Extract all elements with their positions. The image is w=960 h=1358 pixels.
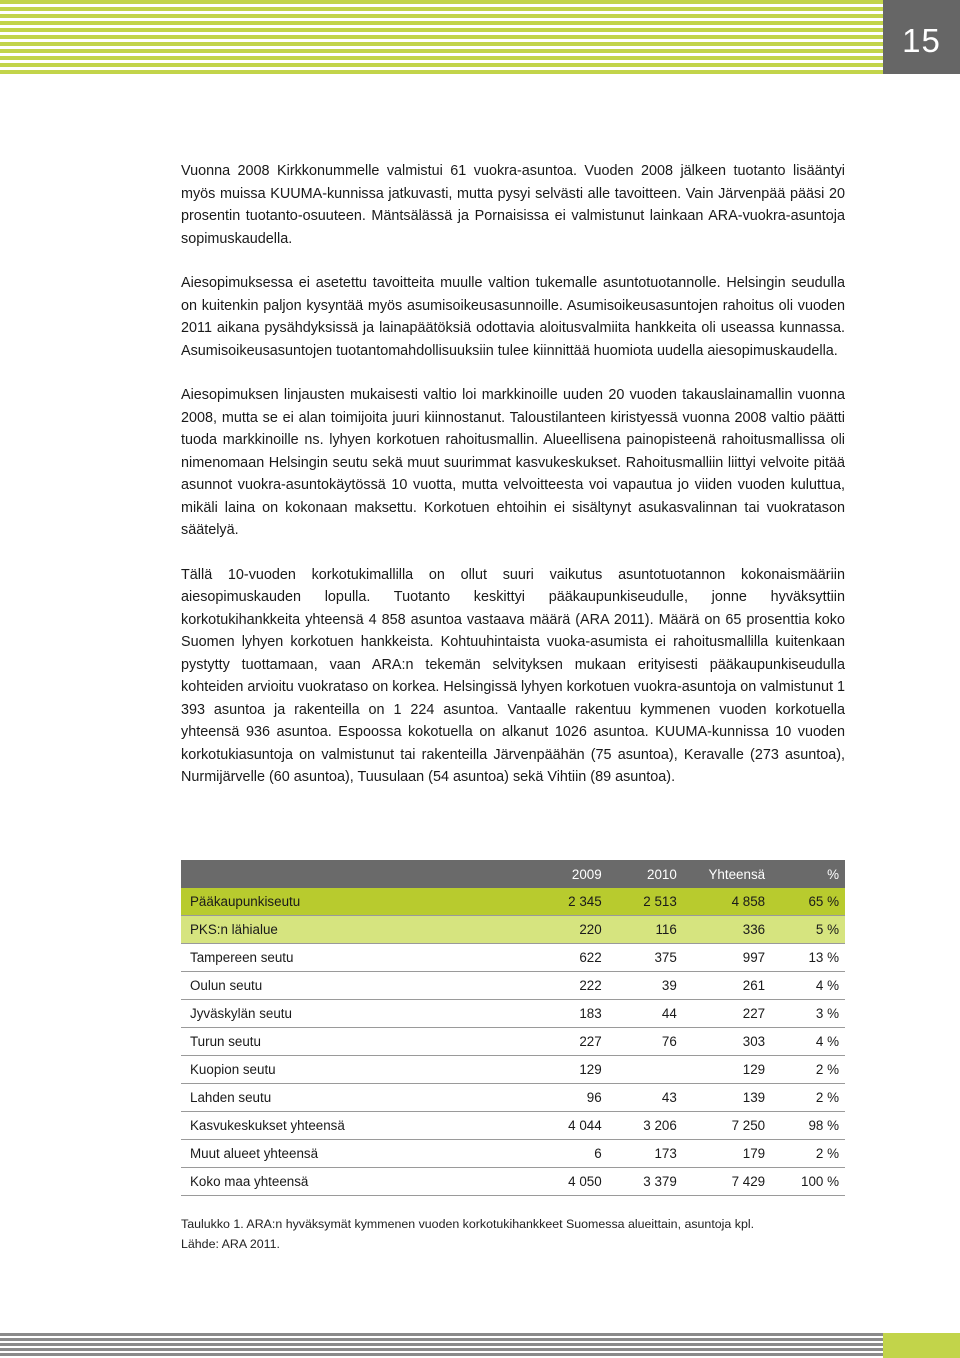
- table-cell: [608, 1056, 683, 1084]
- table-cell: 220: [533, 916, 607, 944]
- table-cell: 3 379: [608, 1168, 683, 1196]
- table-cell: 98 %: [771, 1112, 845, 1140]
- table-cell: 4 %: [771, 1028, 845, 1056]
- table-cell: 129: [533, 1056, 607, 1084]
- header-stripes: [0, 0, 883, 74]
- caption-title: Taulukko 1. ARA:n hyväksymät kymmenen vuoden korkotukihankkeet Suomessa alueittain, asuntoja kpl.: [181, 1217, 755, 1231]
- table-cell: 100 %: [771, 1168, 845, 1196]
- paragraph-1: Vuonna 2008 Kirkkonummelle valmistui 61 vuokra-asuntoa. Vuoden 2008 jälkeen tuotanto lisääntyi myös muissa KUUMA-kunnissa jatkuvasti, mutta pysyi selvästi alle tavoitteen. Vain Järvenpää pääsi 20 prosentin tuotanto-osuuteen. Mäntsälässä ja Pornaisissa ei valmistunut lainkaan ARA-vuokra-asuntoja sopimuskaudella.: [181, 163, 845, 247]
- paragraph-3: Aiesopimuksen linjausten mukaisesti valtio loi markkinoille uuden 20 vuoden takauslainamallin vuonna 2008, mutta se ei alan toimijoita juuri kiinnostanut. Taloustilanteen kiristyessä vuonna 2008 valtio päätti tuoda markkinoille ns. lyhyen korkotuen rahoitusmallin. Alueellisena painopisteenä rahoitusmallissa oli nimenomaan Helsingin seutu sekä muut suurimmat kasvukeskukset. Rahoitusmalliin liittyi velvoite pitää asunnot vuokra-asuntokäytössä 10 vuotta, mutta velvoitteesta voi vapautua jo viiden vuoden kuluttua, mikäli laina on kokonaan maksettu. Korkotuen ehtoihin ei sisältynyt asukasvalinnan tai vuokratason säätelyä.: [181, 387, 845, 538]
- table-cell: 96: [533, 1084, 607, 1112]
- table-cell: 5 %: [771, 916, 845, 944]
- table-cell: 13 %: [771, 944, 845, 972]
- table-cell: Tampereen seutu: [181, 944, 533, 972]
- table-cell: 4 %: [771, 972, 845, 1000]
- body-text: [181, 160, 845, 811]
- footer-accent-block: [883, 1333, 960, 1358]
- table-cell: 2 %: [771, 1084, 845, 1112]
- table-cell: 261: [683, 972, 771, 1000]
- table-cell: 2 513: [608, 888, 683, 916]
- table-cell: 183: [533, 1000, 607, 1028]
- table-row: [181, 1084, 845, 1112]
- caption-source: Lähde: ARA 2011.: [181, 1237, 280, 1251]
- table-cell: Oulun seutu: [181, 972, 533, 1000]
- table-cell: 2 %: [771, 1140, 845, 1168]
- table-cell: Lahden seutu: [181, 1084, 533, 1112]
- table-cell: 39: [608, 972, 683, 1000]
- table-cell: 44: [608, 1000, 683, 1028]
- table-cell: 116: [608, 916, 683, 944]
- table-row: [181, 888, 845, 916]
- table-cell: 2 %: [771, 1056, 845, 1084]
- table-cell: Kasvukeskukset yhteensä: [181, 1112, 533, 1140]
- table-row: [181, 1028, 845, 1056]
- table-cell: 3 %: [771, 1000, 845, 1028]
- table-row: [181, 1000, 845, 1028]
- page-number-box: [883, 0, 960, 74]
- footer-stripes: [0, 1333, 883, 1358]
- table-cell: 65 %: [771, 888, 845, 916]
- table-cell: 43: [608, 1084, 683, 1112]
- table-cell: Pääkaupunkiseutu: [181, 888, 533, 916]
- table-header-cell: 2009: [533, 860, 607, 888]
- page-number: 15: [902, 22, 941, 59]
- table-cell: 7 250: [683, 1112, 771, 1140]
- table-cell: 2 345: [533, 888, 607, 916]
- table-cell: 6: [533, 1140, 607, 1168]
- table-cell: Jyväskylän seutu: [181, 1000, 533, 1028]
- table-cell: 997: [683, 944, 771, 972]
- table-row: [181, 1140, 845, 1168]
- table-cell: PKS:n lähialue: [181, 916, 533, 944]
- table-cell: 227: [683, 1000, 771, 1028]
- table-cell: Kuopion seutu: [181, 1056, 533, 1084]
- table-cell: 76: [608, 1028, 683, 1056]
- table-cell: 375: [608, 944, 683, 972]
- table-cell: 129: [683, 1056, 771, 1084]
- table-caption: [181, 1214, 754, 1254]
- table-cell: 222: [533, 972, 607, 1000]
- table-row: [181, 1056, 845, 1084]
- table-cell: 3 206: [608, 1112, 683, 1140]
- table-row: [181, 944, 845, 972]
- table-cell: 173: [608, 1140, 683, 1168]
- table-header-cell: Yhteensä: [683, 860, 771, 888]
- table-cell: Turun seutu: [181, 1028, 533, 1056]
- table-header-row: [181, 860, 845, 888]
- table-cell: Muut alueet yhteensä: [181, 1140, 533, 1168]
- table-row: [181, 972, 845, 1000]
- table-cell: 179: [683, 1140, 771, 1168]
- table-row: [181, 1168, 845, 1196]
- table-cell: 336: [683, 916, 771, 944]
- table-cell: 139: [683, 1084, 771, 1112]
- table-header-cell: 2010: [608, 860, 683, 888]
- table-header-cell: [181, 860, 533, 888]
- table-header-cell: %: [771, 860, 845, 888]
- table-cell: 7 429: [683, 1168, 771, 1196]
- paragraph-4: Tällä 10-vuoden korkotukimallilla on ollut suuri vaikutus asuntotuotannon kokonaismääriin aiesopimuskauden lopulla. Tuotanto keskittyi pääkaupunkiseudulle, jonne hyväksyttiin korkotukihankkeita yhteensä 4 858 asuntoa vastaava määrä (ARA 2011). Määrä on 65 prosenttia koko Suomen lyhyen korkotuen hankkeista. Kohtuuhintaista vuoka-asumista ei rahoitusmallilla kuitenkaan pystytty tuottamaan, vaan ARA:n tekemän selvityksen mukaan erityisesti pääkaupunkiseudulla kohteiden arvioitu vuokrataso on korkea. Helsingissä lyhyen korkotuen vuokra-asuntoja on valmistunut 1 393 asuntoa ja rakenteilla on 1 224 asuntoa. Vantaalle rakentuu kymmenen vuoden korkotuella yhteensä 936 asuntoa. Espoossa kokotuella on alkanut 1026 asuntoa. KUUMA-kunnissa 10 vuoden korkotukiasuntoja on valmistunut tai rakenteilla Järvenpäähän (75 asuntoa), Keravalle (273 asuntoa), Nurmijärvelle (60 asuntoa), Tuusulaan (54 asuntoa) sekä Vihtiin (89 asuntoa).: [181, 566, 845, 785]
- table-cell: 622: [533, 944, 607, 972]
- table-cell: 227: [533, 1028, 607, 1056]
- table-cell: Koko maa yhteensä: [181, 1168, 533, 1196]
- table-cell: 4 858: [683, 888, 771, 916]
- table-row: [181, 1112, 845, 1140]
- paragraph-2: Aiesopimuksessa ei asetettu tavoitteita muulle valtion tukemalle asuntotuotannolle. Helsingin seudulla on kuitenkin paljon kysyntää myös asumisoikeusasunnoille. Asumisoikeusasuntojen rahoitus oli vuoden 2011 aikana pysähdyksissä ja lainapäätöksiä odottavia aloitusvalmiita hankkeita oli useassa kunnassa. Asumisoikeusasuntojen tuotantomahdollisuuksiin tulee kiinnittää huomiota uudella aiesopimuskaudella.: [181, 275, 845, 359]
- table-cell: 303: [683, 1028, 771, 1056]
- data-table: [181, 860, 845, 1196]
- table-cell: 4 050: [533, 1168, 607, 1196]
- table-row: [181, 916, 845, 944]
- table-cell: 4 044: [533, 1112, 607, 1140]
